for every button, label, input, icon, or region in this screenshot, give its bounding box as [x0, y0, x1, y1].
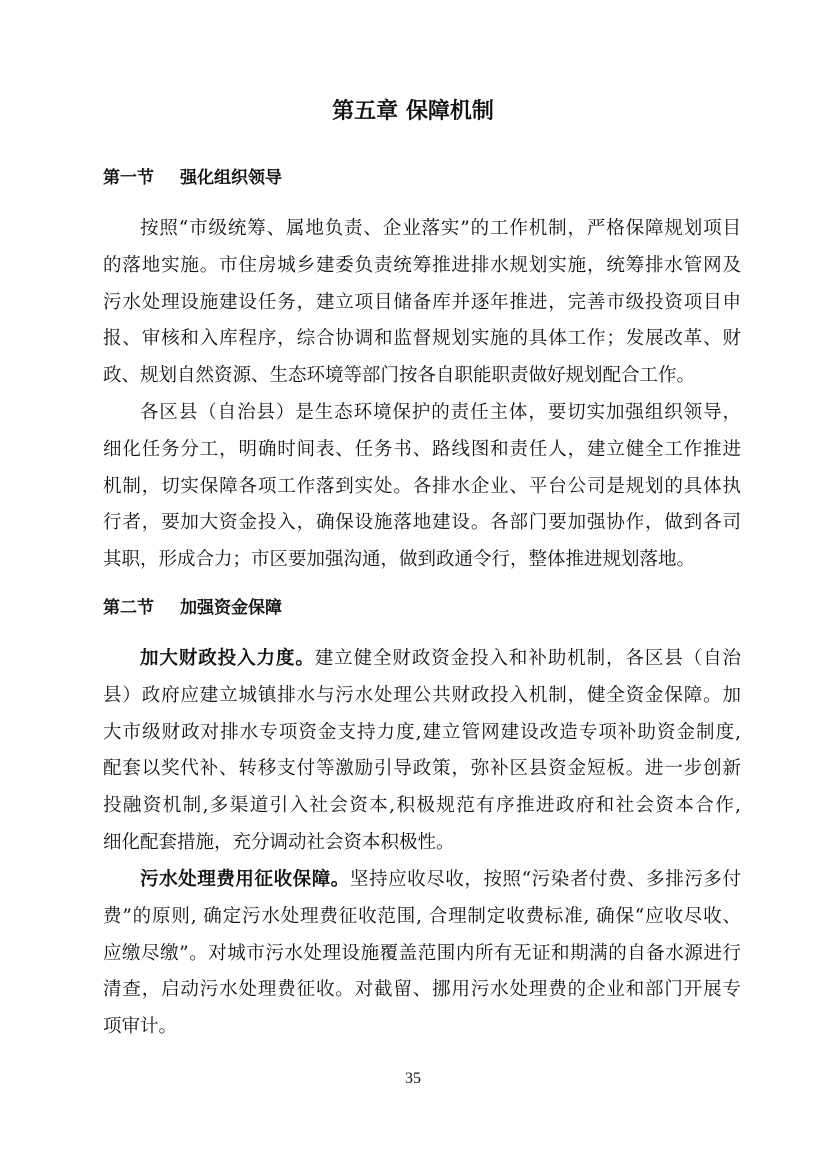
text-line: [103, 641, 741, 678]
page-number: 35: [405, 1070, 421, 1087]
lead-phrase: 污水处理费用征收保障。: [140, 869, 350, 890]
lead-phrase: 加大财政投入力度。: [140, 648, 315, 669]
text-line: [103, 715, 741, 752]
line-text: 项审计。: [103, 1016, 178, 1038]
text-line: [103, 358, 741, 395]
line-text: 污水处理设施建设任务，建立项目储备库并逐年推进，完善市级投资项目申: [103, 291, 741, 313]
text-line: [103, 936, 741, 973]
line-text: 按照“市级统筹、属地负责、企业落实”的工作机制，严格保障规划项目: [140, 218, 741, 239]
line-text: 行者，要加大资金投入，确保设施落地建设。各部门要加强协作，做到各司: [103, 512, 741, 534]
line-text: 细化配套措施，充分调动社会资本积极性。: [103, 831, 455, 853]
text-line: [103, 469, 741, 506]
line-text: 费”的原则, 确定污水处理费征收范围, 合理制定收费标准, 确保“应收尽收、: [103, 905, 741, 927]
text-line: [103, 211, 741, 248]
text-line: [103, 321, 741, 358]
text-line: [103, 542, 741, 579]
line-text: 投融资机制,多渠道引入社会资本,积极规范有序推进政府和社会资本合作,: [103, 795, 741, 817]
text-line: [103, 751, 741, 788]
line-text: 机制，切实保障各项工作落到实处。各排水企业、平台公司是规划的具体执: [103, 475, 741, 497]
text-line: [103, 862, 741, 899]
paragraph-responsibility: [103, 395, 741, 579]
text-line: [103, 1009, 741, 1046]
section-title: 强化组织领导: [180, 168, 282, 188]
line-text: 县）政府应建立城镇排水与污水处理公共财政投入机制，健全资金保障。加: [103, 684, 741, 706]
text-line: [103, 395, 741, 432]
line-text: 坚持应收尽收，按照“污染者付费、多排污多付: [349, 869, 741, 890]
line-text: 报、审核和入库程序，综合协调和监督规划实施的具体工作；发展改革、财: [103, 328, 741, 350]
text-line: [103, 899, 741, 936]
line-text: 清查，启动污水处理费征收。对截留、挪用污水处理费的企业和部门开展专: [103, 979, 741, 1001]
line-text: 细化任务分工，明确时间表、任务书、路线图和责任人，建立健全工作推进: [103, 438, 741, 460]
text-line: [103, 972, 741, 1009]
section-title: 加强资金保障: [180, 598, 282, 618]
text-line: [103, 505, 741, 542]
section-number: 第一节: [103, 168, 154, 188]
line-text: 大市级财政对排水专项资金支持力度,建立管网建设改造专项补助资金制度,: [103, 721, 741, 743]
text-line: [103, 248, 741, 285]
section-number: 第二节: [103, 598, 154, 618]
section-heading-1: [103, 163, 282, 188]
line-text: 各区县（自治县）是生态环境保护的责任主体，要切实加强组织领导，: [140, 402, 741, 423]
text-line: [103, 432, 741, 469]
line-text: 政、规划自然资源、生态环境等部门按各自职能职责做好规划配合工作。: [103, 365, 696, 387]
line-text: 其职，形成合力；市区要加强沟通，做到政通令行，整体推进规划落地。: [103, 549, 696, 571]
paragraph-sewage-fee: [103, 862, 741, 1046]
paragraph-organization: [103, 211, 741, 395]
text-line: [103, 285, 741, 322]
line-text: 应缴尽缴”。对城市污水处理设施覆盖范围内所有无证和期满的自备水源进行: [103, 942, 741, 964]
section-heading-2: [103, 593, 282, 618]
chapter-title: 第五章 保障机制: [332, 99, 494, 124]
text-line: [103, 678, 741, 715]
paragraph-fiscal-input: [103, 641, 741, 862]
text-line: [103, 788, 741, 825]
line-text: 建立健全财政资金投入和补助机制，各区县（自治: [314, 648, 741, 669]
line-text: 配套以奖代补、转移支付等激励引导政策，弥补区县资金短板。进一步创新: [103, 758, 741, 780]
line-text: 的落地实施。市住房城乡建委负责统筹推进排水规划实施，统筹排水管网及: [103, 254, 741, 276]
text-line: [103, 825, 741, 862]
